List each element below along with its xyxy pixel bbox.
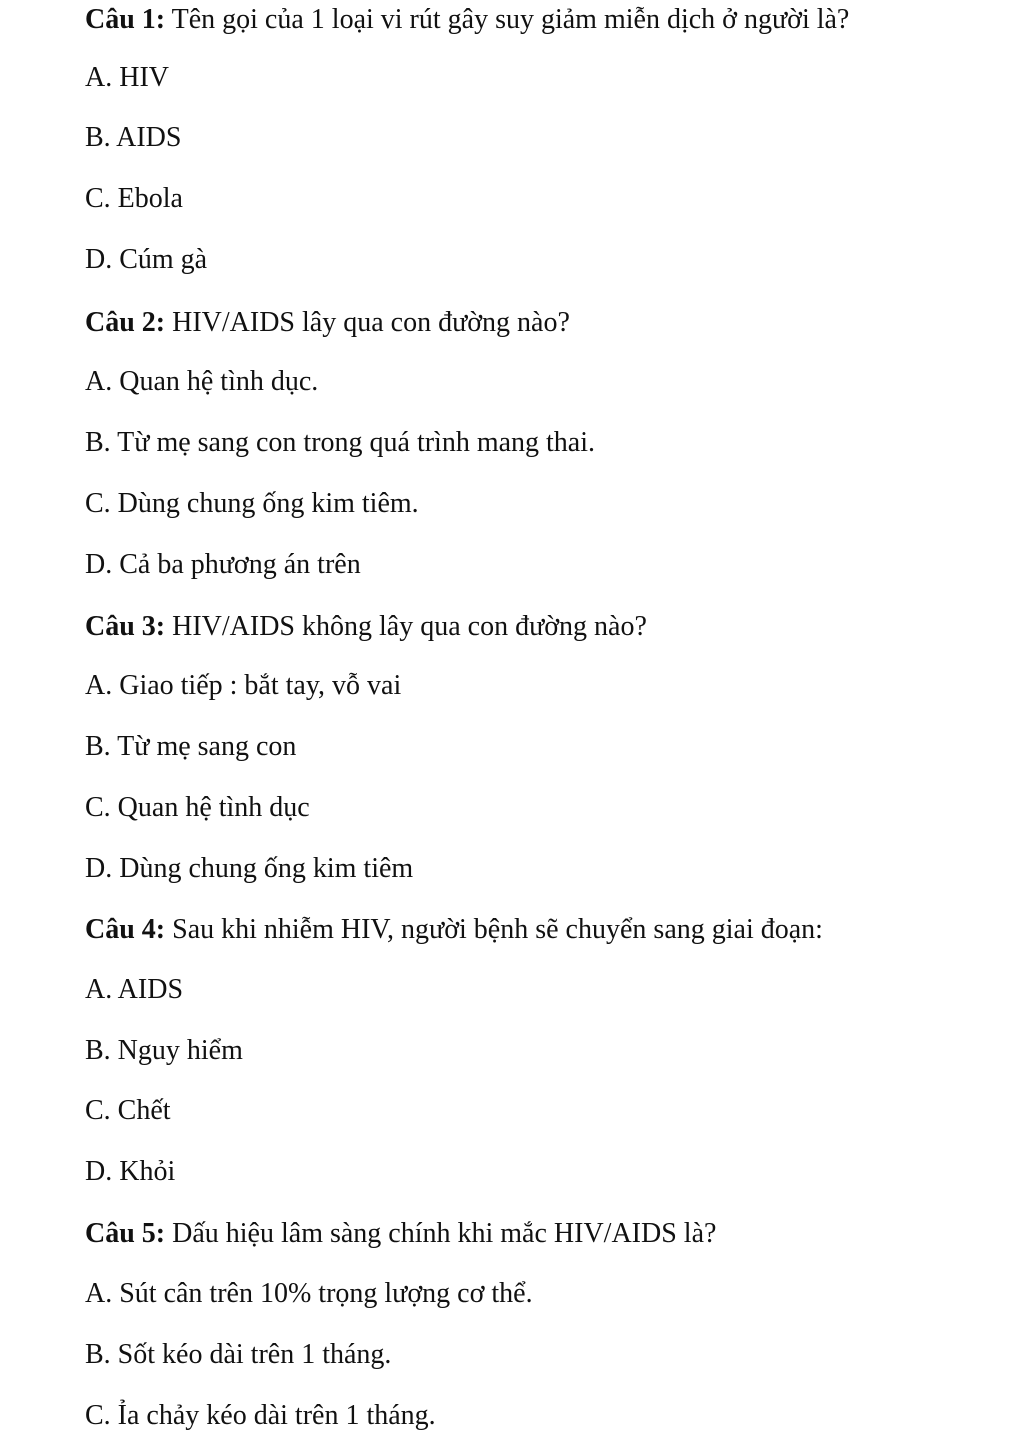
question-2: [85, 306, 570, 340]
question-label: Câu 5:: [85, 1218, 166, 1249]
question-label: Câu 3:: [85, 611, 166, 642]
question-2-option-c: C. Dùng chung ống kim tiêm.: [85, 488, 419, 519]
question-2-option-d: D. Cả ba phương án trên: [85, 549, 361, 580]
question-text: Sau khi nhiễm HIV, người bệnh sẽ chuyển sang giai đoạn:: [165, 914, 823, 945]
question-label: Câu 4:: [85, 914, 166, 945]
question-label: Câu 2:: [85, 307, 166, 338]
question-5-option-c: C. Ỉa chảy kéo dài trên 1 tháng.: [85, 1400, 436, 1431]
question-5-option-a: A. Sút cân trên 10% trọng lượng cơ thể.: [85, 1278, 533, 1309]
question-4: [85, 913, 823, 947]
question-text: Dấu hiệu lâm sàng chính khi mắc HIV/AIDS là?: [165, 1218, 717, 1249]
question-3: [85, 610, 647, 644]
question-3-option-a: A. Giao tiếp : bắt tay, vỗ vai: [85, 670, 402, 701]
question-text: HIV/AIDS lây qua con đường nào?: [165, 307, 570, 338]
question-1-option-b: B. AIDS: [85, 122, 182, 153]
question-5-option-b: B. Sốt kéo dài trên 1 tháng.: [85, 1339, 392, 1370]
question-3-option-c: C. Quan hệ tình dục: [85, 792, 310, 823]
question-3-option-b: B. Từ mẹ sang con: [85, 731, 297, 762]
question-4-option-c: C. Chết: [85, 1095, 171, 1126]
question-text: HIV/AIDS không lây qua con đường nào?: [165, 611, 647, 642]
question-1: [85, 3, 849, 37]
question-1-option-c: C. Ebola: [85, 183, 183, 214]
question-label: Câu 1:: [85, 4, 166, 35]
question-3-option-d: D. Dùng chung ống kim tiêm: [85, 853, 414, 884]
question-4-option-b: B. Nguy hiểm: [85, 1035, 243, 1066]
question-1-option-a: A. HIV: [85, 62, 169, 93]
question-1-option-d: D. Cúm gà: [85, 244, 208, 275]
question-4-option-d: D. Khỏi: [85, 1156, 176, 1187]
question-4-option-a: A. AIDS: [85, 974, 184, 1005]
question-2-option-a: A. Quan hệ tình dục.: [85, 366, 319, 397]
question-2-option-b: B. Từ mẹ sang con trong quá trình mang thai.: [85, 427, 596, 458]
question-text: Tên gọi của 1 loại vi rút gây suy giảm miễn dịch ở người là?: [165, 4, 850, 35]
question-5: [85, 1217, 716, 1251]
